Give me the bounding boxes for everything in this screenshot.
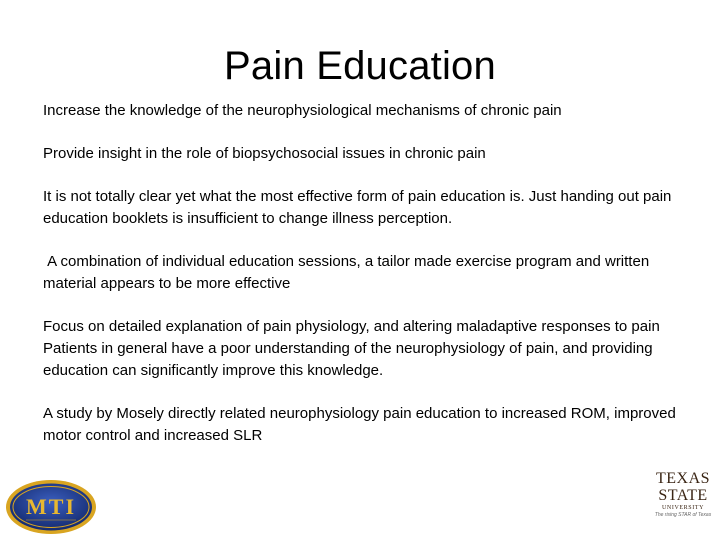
paragraph-3: It is not totally clear yet what the most effective form of pain education is. Just handing out pain education booklets is insufficient to change illness perception.	[43, 188, 676, 227]
paragraph-6: A study by Mosely directly related neurophysiology pain education to increased ROM, improved motor control and increased SLR	[43, 405, 680, 444]
texas-logo-line1: TEXAS	[655, 470, 711, 487]
mti-logo-text: MTI	[26, 494, 76, 519]
mti-logo-icon	[4, 478, 98, 536]
texas-logo-line2: STATE	[658, 487, 708, 504]
texas-logo-university: UNIVERSITY	[662, 505, 704, 511]
paragraph-2: Provide insight in the role of biopsychosocial issues in chronic pain	[43, 145, 486, 162]
slide-body	[43, 100, 683, 447]
slide-title: Pain Education	[224, 44, 496, 88]
paragraph-1: Increase the knowledge of the neurophysiological mechanisms of chronic pain	[43, 102, 562, 119]
texas-state-logo-icon	[650, 470, 716, 530]
paragraph-5: Focus on detailed explanation of pain physiology, and altering maladaptive responses to pain Patients in general have a poor understanding of the neurophysiology of pain, and providing education can significantly improve this knowledge.	[43, 318, 660, 379]
paragraph-4: A combination of individual education sessions, a tailor made exercise program and written material appears to be more effective	[43, 253, 654, 292]
texas-logo-tagline: The rising STAR of Texas	[654, 512, 712, 518]
